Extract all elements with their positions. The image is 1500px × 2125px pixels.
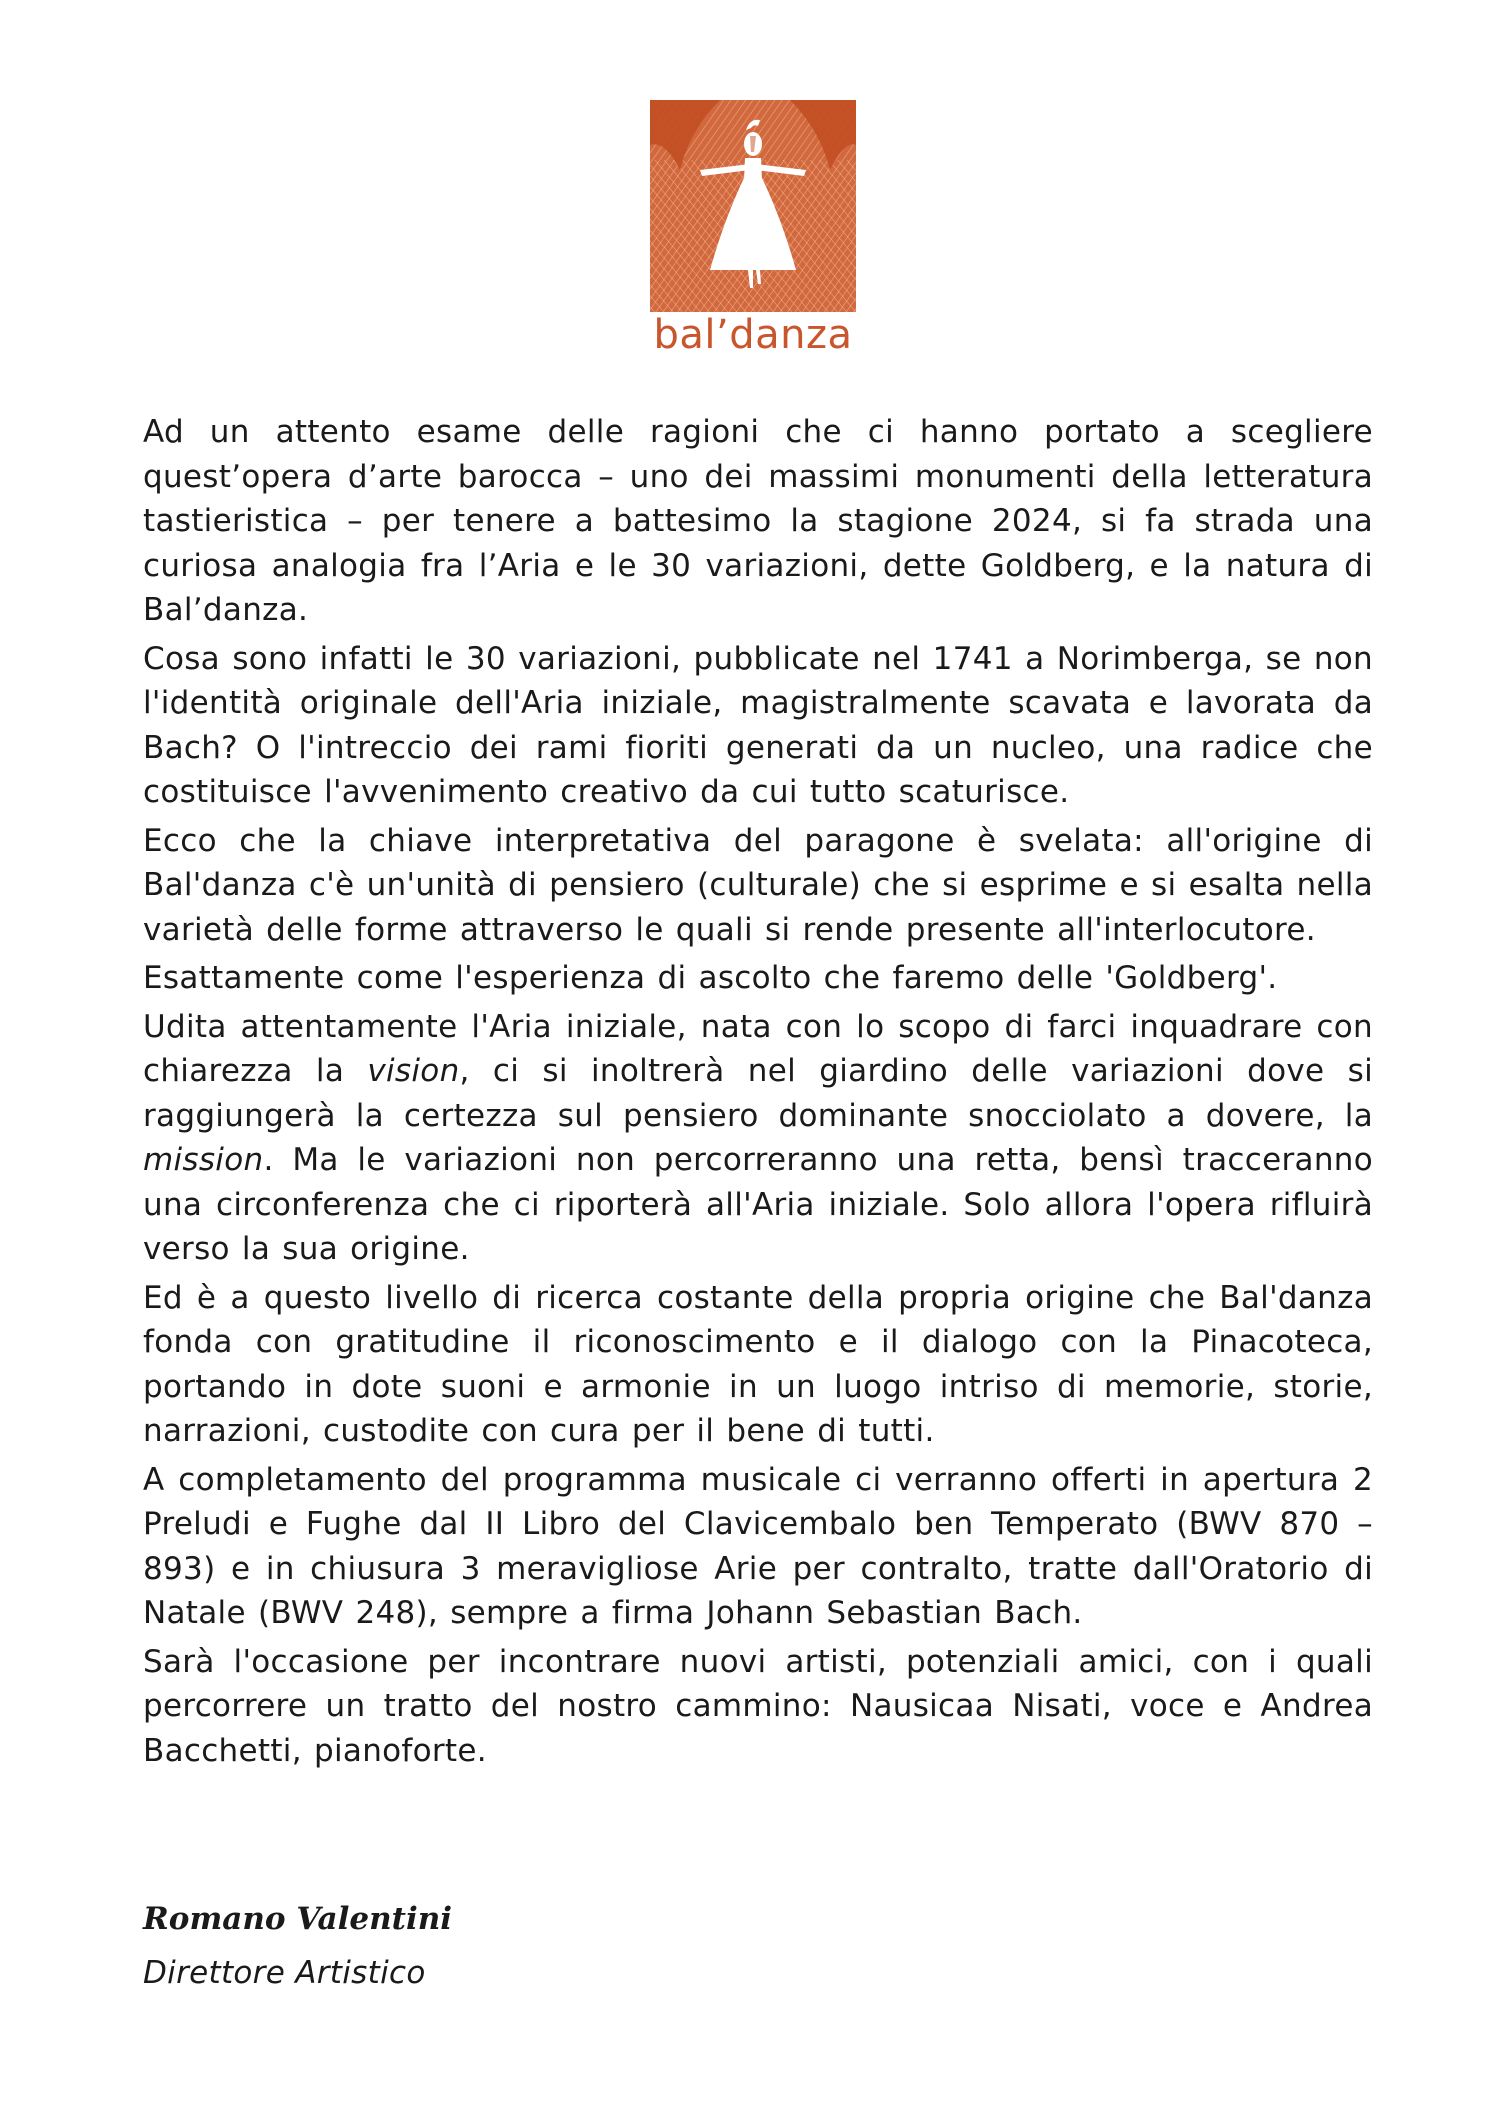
paragraph-text: , ci si inoltrerà nel giardino delle variazioni dove si raggiungerà la certezza sul pensiero dominante snocciolato a dovere, la (143, 1053, 1373, 1134)
letter-body (143, 410, 1373, 1777)
paragraph-text: Ad un attento esame delle ragioni che ci hanno portato a scegliere quest’opera d’arte barocca – uno dei massimi monumenti della letteratura tastieristica – per tenere a battesimo la stagione 2024, si fa strada una curiosa analogia fra l’Aria e le 30 variazioni, dette Goldberg, e la natura di Bal’danza. (143, 414, 1373, 628)
logo-wordmark: bal’danza (653, 312, 853, 358)
emphasized-term: mission (143, 1142, 264, 1178)
body-paragraph (143, 819, 1373, 953)
body-paragraph (143, 1458, 1373, 1636)
paragraph-text: A completamento del programma musicale ci verranno offerti in apertura 2 Preludi e Fughe dal II Libro del Clavicembalo ben Temperato (BWV 870 – 893) e in chiusura 3 meravigliose Arie per contralto, tratte dall'Oratorio di Natale (BWV 248), sempre a firma Johann Sebastian Bach. (143, 1461, 1373, 1631)
emphasized-term: vision (367, 1053, 460, 1089)
paragraph-text: Ed è a questo livello di ricerca costante della propria origine che Bal'danza fonda con gratitudine il riconoscimento e il dialogo con la Pinacoteca, portando in dote suoni e armonie in un luogo intriso di memorie, storie, narrazioni, custodite con cura per il bene di tutti. (143, 1279, 1373, 1449)
body-paragraph (143, 1640, 1373, 1774)
paragraph-text: . Ma le variazioni non percorreranno una retta, bensì tracceranno una circonferenza che ci riporterà all'Aria iniziale. Solo allora l'opera rifluirà verso la sua origine. (143, 1142, 1373, 1267)
paragraph-text: Sarà l'occasione per incontrare nuovi artisti, potenziali amici, con i quali percorrere un tratto del nostro cammino: Nausicaa Nisati, voce e Andrea Bacchetti, pianoforte. (143, 1643, 1373, 1769)
paragraph-text: Ecco che la chiave interpretativa del paragone è svelata: all'origine di Bal'danza c'è un'unità di pensiero (culturale) che si esprime e si esalta nella varietà delle forme attraverso le quali si rende presente all'interlocutore. (143, 822, 1373, 948)
body-paragraph (143, 1276, 1373, 1454)
body-paragraph (143, 410, 1373, 633)
body-paragraph (143, 637, 1373, 815)
body-paragraph (143, 1005, 1373, 1272)
signature-role: Direttore Artistico (143, 1955, 426, 1991)
paragraph-text: Esattamente come l'esperienza di ascolto che faremo delle 'Goldberg'. (143, 960, 1278, 996)
dancer-logo-icon (650, 100, 856, 312)
signature-name: Romano Valentini (143, 1901, 453, 1937)
body-paragraph (143, 956, 1373, 1001)
baldanza-logo (650, 100, 856, 360)
paragraph-text: Cosa sono infatti le 30 variazioni, pubblicate nel 1741 a Norimberga, se non l'identità originale dell'Aria iniziale, magistralmente scavata e lavorata da Bach? O l'intreccio dei rami fioriti generati da un nucleo, una radice che costituisce l'avvenimento creativo da cui tutto scaturisce. (143, 640, 1373, 810)
signature-block (143, 1897, 452, 1995)
paragraph-text: Udita attentamente l'Aria iniziale, nata con lo scopo di farci inquadrare con chiarezza la (143, 1008, 1373, 1089)
